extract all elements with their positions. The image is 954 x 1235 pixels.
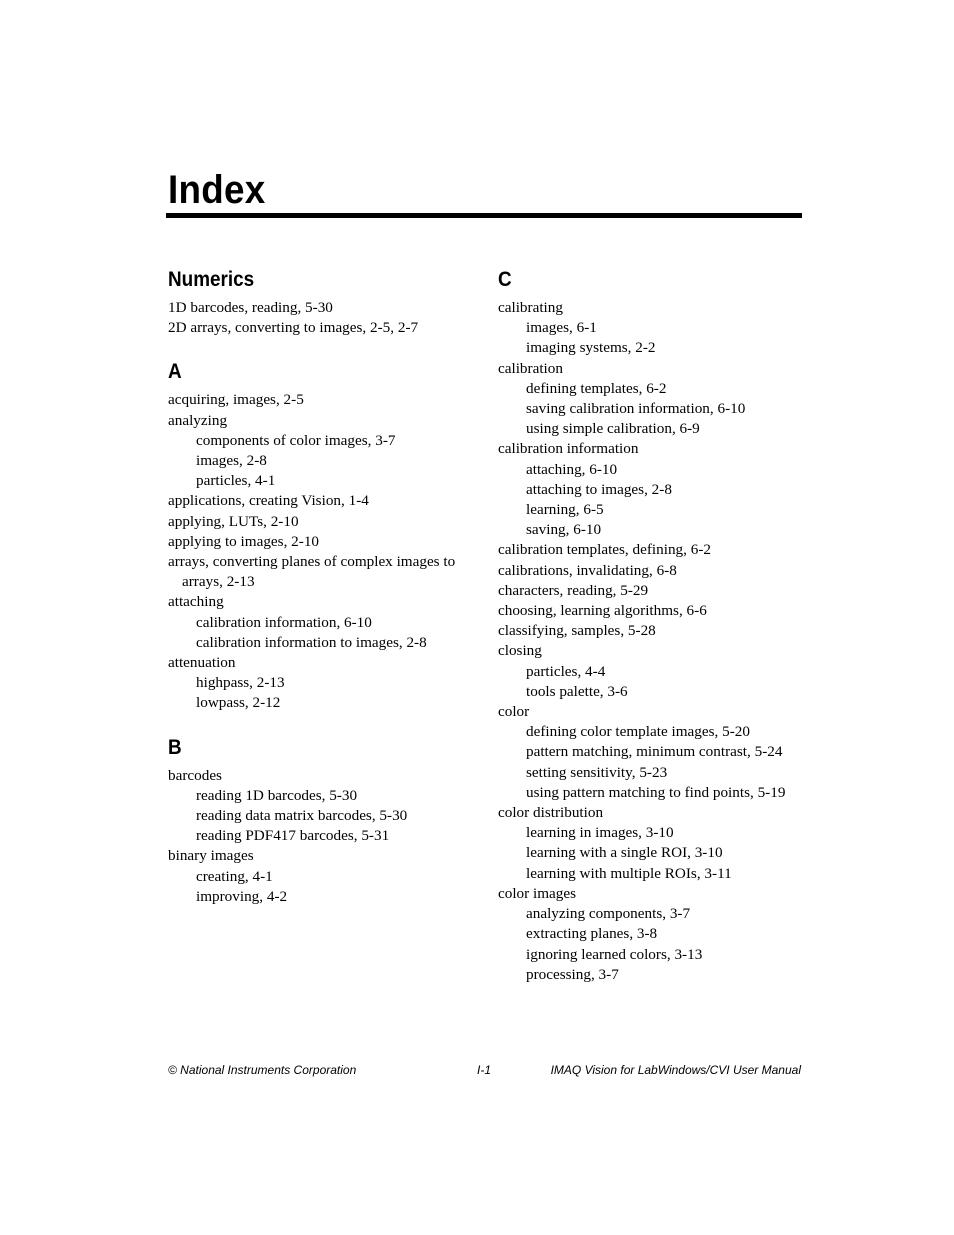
index-subentry: components of color images, 3-7	[196, 431, 396, 449]
index-section	[168, 266, 468, 338]
index-column-right	[498, 266, 802, 985]
index-entry: attaching	[168, 593, 224, 611]
index-entry: color distribution	[498, 804, 604, 822]
index-entry: binary images	[168, 847, 254, 865]
footer-page-number: I-1	[477, 1063, 492, 1077]
index-entry: classifying, samples, 5-28	[498, 622, 656, 640]
index-subentry: improving, 4-2	[196, 887, 288, 905]
index-entry: applying, LUTs, 2-10	[168, 512, 299, 530]
index-subentry: analyzing components, 3-7	[526, 905, 691, 923]
index-entry: applications, creating Vision, 1-4	[168, 492, 369, 510]
index-subentry: extracting planes, 3-8	[526, 925, 658, 943]
footer-manual-title: IMAQ Vision for LabWindows/CVI User Manual	[550, 1063, 801, 1077]
index-subentry: using simple calibration, 6-9	[526, 420, 700, 438]
index-subentry: reading 1D barcodes, 5-30	[196, 786, 358, 804]
index-entry: choosing, learning algorithms, 6-6	[498, 602, 707, 620]
index-subentry: lowpass, 2-12	[196, 694, 281, 712]
index-subentry: calibration information to images, 2-8	[196, 633, 427, 651]
index-entry: analyzing	[168, 411, 228, 429]
index-subentry: learning in images, 3-10	[526, 824, 674, 842]
index-subentry: pattern matching, minimum contrast, 5-24	[526, 743, 783, 761]
index-entry: attenuation	[168, 654, 236, 672]
index-subentry: learning, 6-5	[526, 501, 604, 519]
index-entry: 1D barcodes, reading, 5-30	[168, 299, 333, 316]
index-subentry: learning with multiple ROIs, 3-11	[526, 864, 732, 882]
index-subentry: reading PDF417 barcodes, 5-31	[196, 827, 390, 845]
index-entry-list	[168, 386, 468, 713]
index-entry: 2D arrays, converting to images, 2-5, 2-7	[168, 319, 419, 337]
index-column-left	[168, 266, 468, 907]
index-subentry: defining color template images, 5-20	[526, 723, 750, 741]
index-subentry: saving calibration information, 6-10	[526, 400, 746, 418]
index-entry: calibrations, invalidating, 6-8	[498, 561, 677, 579]
index-entry: calibration templates, defining, 6-2	[498, 541, 711, 559]
index-section	[498, 266, 802, 985]
index-subentry: imaging systems, 2-2	[526, 339, 656, 357]
index-subentry: images, 6-1	[526, 319, 597, 337]
index-entry: calibration information	[498, 440, 639, 458]
index-entry-list	[168, 294, 468, 338]
section-heading: A	[168, 360, 182, 384]
index-subentry: calibration information, 6-10	[196, 613, 372, 631]
index-subentry: setting sensitivity, 5-23	[526, 763, 668, 781]
index-entry: barcodes	[168, 766, 222, 784]
index-subentry: creating, 4-1	[196, 867, 273, 885]
section-heading: B	[168, 735, 182, 759]
index-entry: color images	[498, 884, 577, 902]
index-subentry: learning with a single ROI, 3-10	[526, 844, 723, 862]
index-subentry: particles, 4-1	[196, 472, 276, 490]
index-subentry: processing, 3-7	[526, 965, 619, 983]
index-subentry: tools palette, 3-6	[526, 682, 628, 700]
index-subentry: using pattern matching to find points, 5-19	[526, 783, 786, 801]
index-section	[168, 734, 468, 907]
page-title: Index	[168, 168, 266, 212]
section-heading: Numerics	[168, 268, 255, 291]
index-section	[168, 358, 468, 713]
index-subentry: particles, 4-4	[526, 662, 606, 680]
index-subentry: ignoring learned colors, 3-13	[526, 945, 703, 963]
index-subentry: saving, 6-10	[526, 521, 602, 539]
footer-copyright: © National Instruments Corporation	[168, 1063, 357, 1077]
index-entry: closing	[498, 642, 542, 660]
index-entry-list	[498, 294, 802, 985]
index-entry: color	[498, 703, 530, 721]
index-entry: calibration	[498, 359, 563, 377]
index-entry: applying to images, 2-10	[168, 532, 320, 550]
index-subentry: attaching, 6-10	[526, 460, 618, 478]
section-heading: C	[498, 268, 512, 291]
index-entry: arrays, converting planes of complex images to arrays, 2-13	[168, 553, 456, 591]
index-subentry: attaching to images, 2-8	[526, 480, 672, 498]
index-subentry: reading data matrix barcodes, 5-30	[196, 807, 408, 825]
index-entry: acquiring, images, 2-5	[168, 391, 304, 409]
index-subentry: images, 2-8	[196, 452, 267, 470]
index-subentry: highpass, 2-13	[196, 674, 285, 692]
index-subentry: defining templates, 6-2	[526, 379, 667, 397]
title-rule	[166, 213, 802, 218]
index-entry: characters, reading, 5-29	[498, 581, 649, 599]
index-entry: calibrating	[498, 299, 563, 316]
index-entry-list	[168, 762, 468, 907]
